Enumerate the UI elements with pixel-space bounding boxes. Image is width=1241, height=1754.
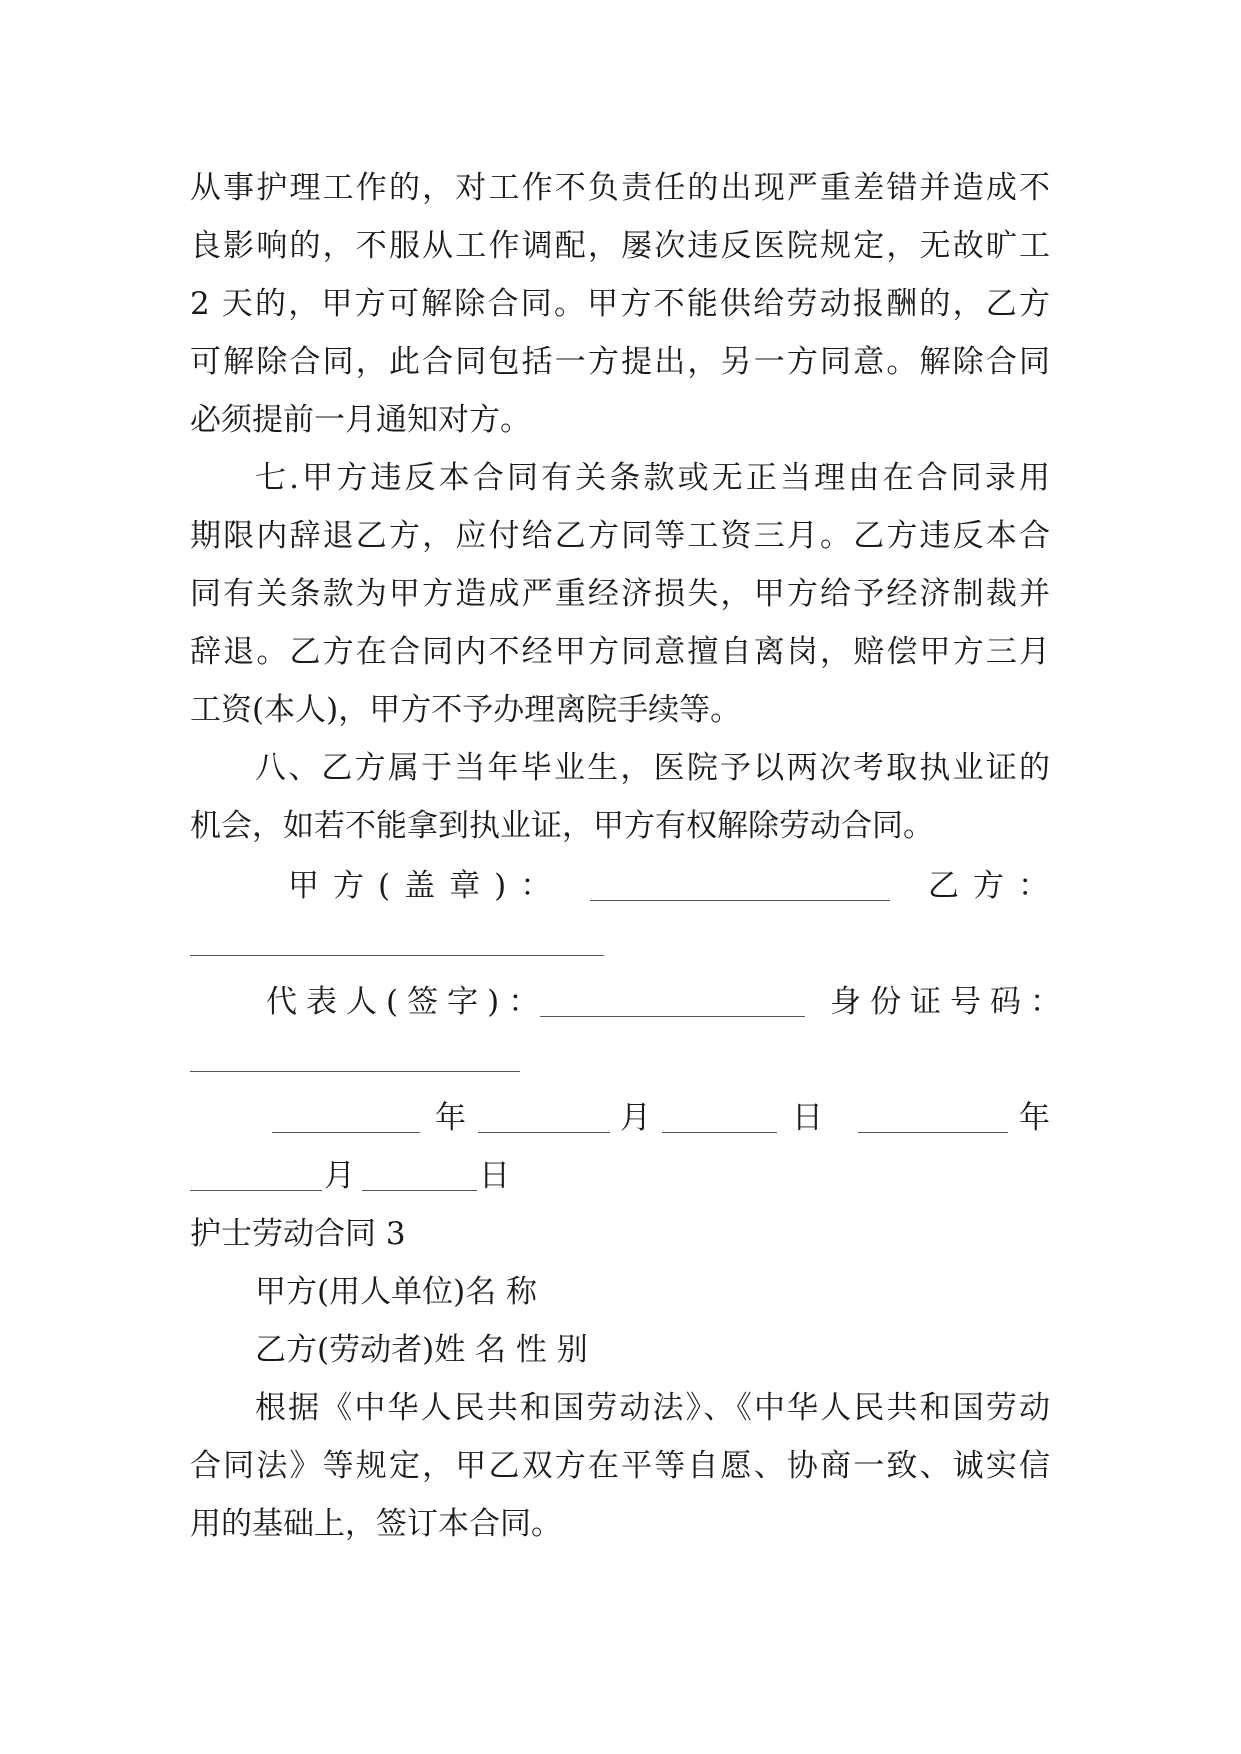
party-b-year-label: 年 xyxy=(1019,1100,1050,1136)
paragraph-6-line-3: 2 天的，甲方可解除合同。甲方不能供给劳动报酬的，乙方 xyxy=(190,286,1050,322)
paragraph-6-line-4: 可解除合同，此合同包括一方提出，另一方同意。解除合同 xyxy=(190,344,1050,380)
party-b-day-blank xyxy=(362,1190,477,1191)
paragraph-6-line-1: 从事护理工作的，对工作不负责任的出现严重差错并造成不 xyxy=(190,170,1050,206)
party-a-year-label: 年 xyxy=(435,1100,466,1136)
party-a-seal-blank xyxy=(590,900,890,901)
id-number-blank xyxy=(190,1071,520,1072)
party-b-day-label: 日 xyxy=(479,1158,510,1194)
signature-row-representative xyxy=(190,982,1070,1022)
party-a-seal-label: 甲方(盖章)： xyxy=(288,868,566,904)
contract-3-intro-line-2: 合同法》等规定，甲乙双方在平等自愿、协商一致、诚实信 xyxy=(190,1448,1050,1484)
contract-3-intro-line-1: 根据《中华人民共和国劳动法》、《中华人民共和国劳动 xyxy=(255,1390,1050,1426)
representative-label: 代表人(签字)： xyxy=(266,984,549,1020)
party-b-month-label: 月 xyxy=(324,1158,355,1194)
party-b-signature-blank xyxy=(190,955,604,956)
party-a-day-label: 日 xyxy=(792,1100,823,1136)
paragraph-8-line-2: 机会，如若不能拿到执业证，甲方有权解除劳动合同。 xyxy=(190,808,934,844)
signature-row-date xyxy=(190,1098,1050,1138)
signature-row-date-continued xyxy=(190,1156,1050,1196)
representative-signature-blank xyxy=(540,1016,805,1017)
party-b-month-blank xyxy=(190,1190,322,1191)
paragraph-7-line-4: 辞退。乙方在合同内不经甲方同意擅自离岗，赔偿甲方三月 xyxy=(190,634,1050,670)
contract-3-party-a: 甲方(用人单位)名 称 xyxy=(255,1274,538,1310)
party-a-day-blank xyxy=(662,1132,777,1133)
paragraph-7-line-1: 七.甲方违反本合同有关条款或无正当理由在合同录用 xyxy=(255,460,1050,496)
signature-row-party xyxy=(190,866,1063,906)
contract-3-intro-line-3: 用的基础上，签订本合同。 xyxy=(190,1506,562,1542)
party-b-label: 乙方： xyxy=(928,868,1063,904)
paragraph-6-line-5: 必须提前一月通知对方。 xyxy=(190,402,531,438)
paragraph-7-line-5: 工资(本人)，甲方不予办理离院手续等。 xyxy=(190,692,742,728)
contract-3-party-b: 乙方(劳动者)姓 名 性 别 xyxy=(255,1332,588,1368)
party-b-year-blank xyxy=(858,1132,1008,1133)
id-number-label: 身份证号码： xyxy=(830,984,1070,1020)
party-a-month-blank xyxy=(478,1132,610,1133)
contract-3-title: 护士劳动合同 3 xyxy=(190,1216,406,1252)
party-a-year-blank xyxy=(272,1132,420,1133)
paragraph-8-line-1: 八、乙方属于当年毕业生，医院予以两次考取执业证的 xyxy=(255,750,1050,786)
party-a-month-label: 月 xyxy=(620,1100,651,1136)
paragraph-7-line-2: 期限内辞退乙方，应付给乙方同等工资三月。乙方违反本合 xyxy=(190,518,1050,554)
paragraph-6-line-2: 良影响的，不服从工作调配，屡次违反医院规定，无故旷工 xyxy=(190,228,1050,264)
paragraph-7-line-3: 同有关条款为甲方造成严重经济损失，甲方给予经济制裁并 xyxy=(190,576,1050,612)
